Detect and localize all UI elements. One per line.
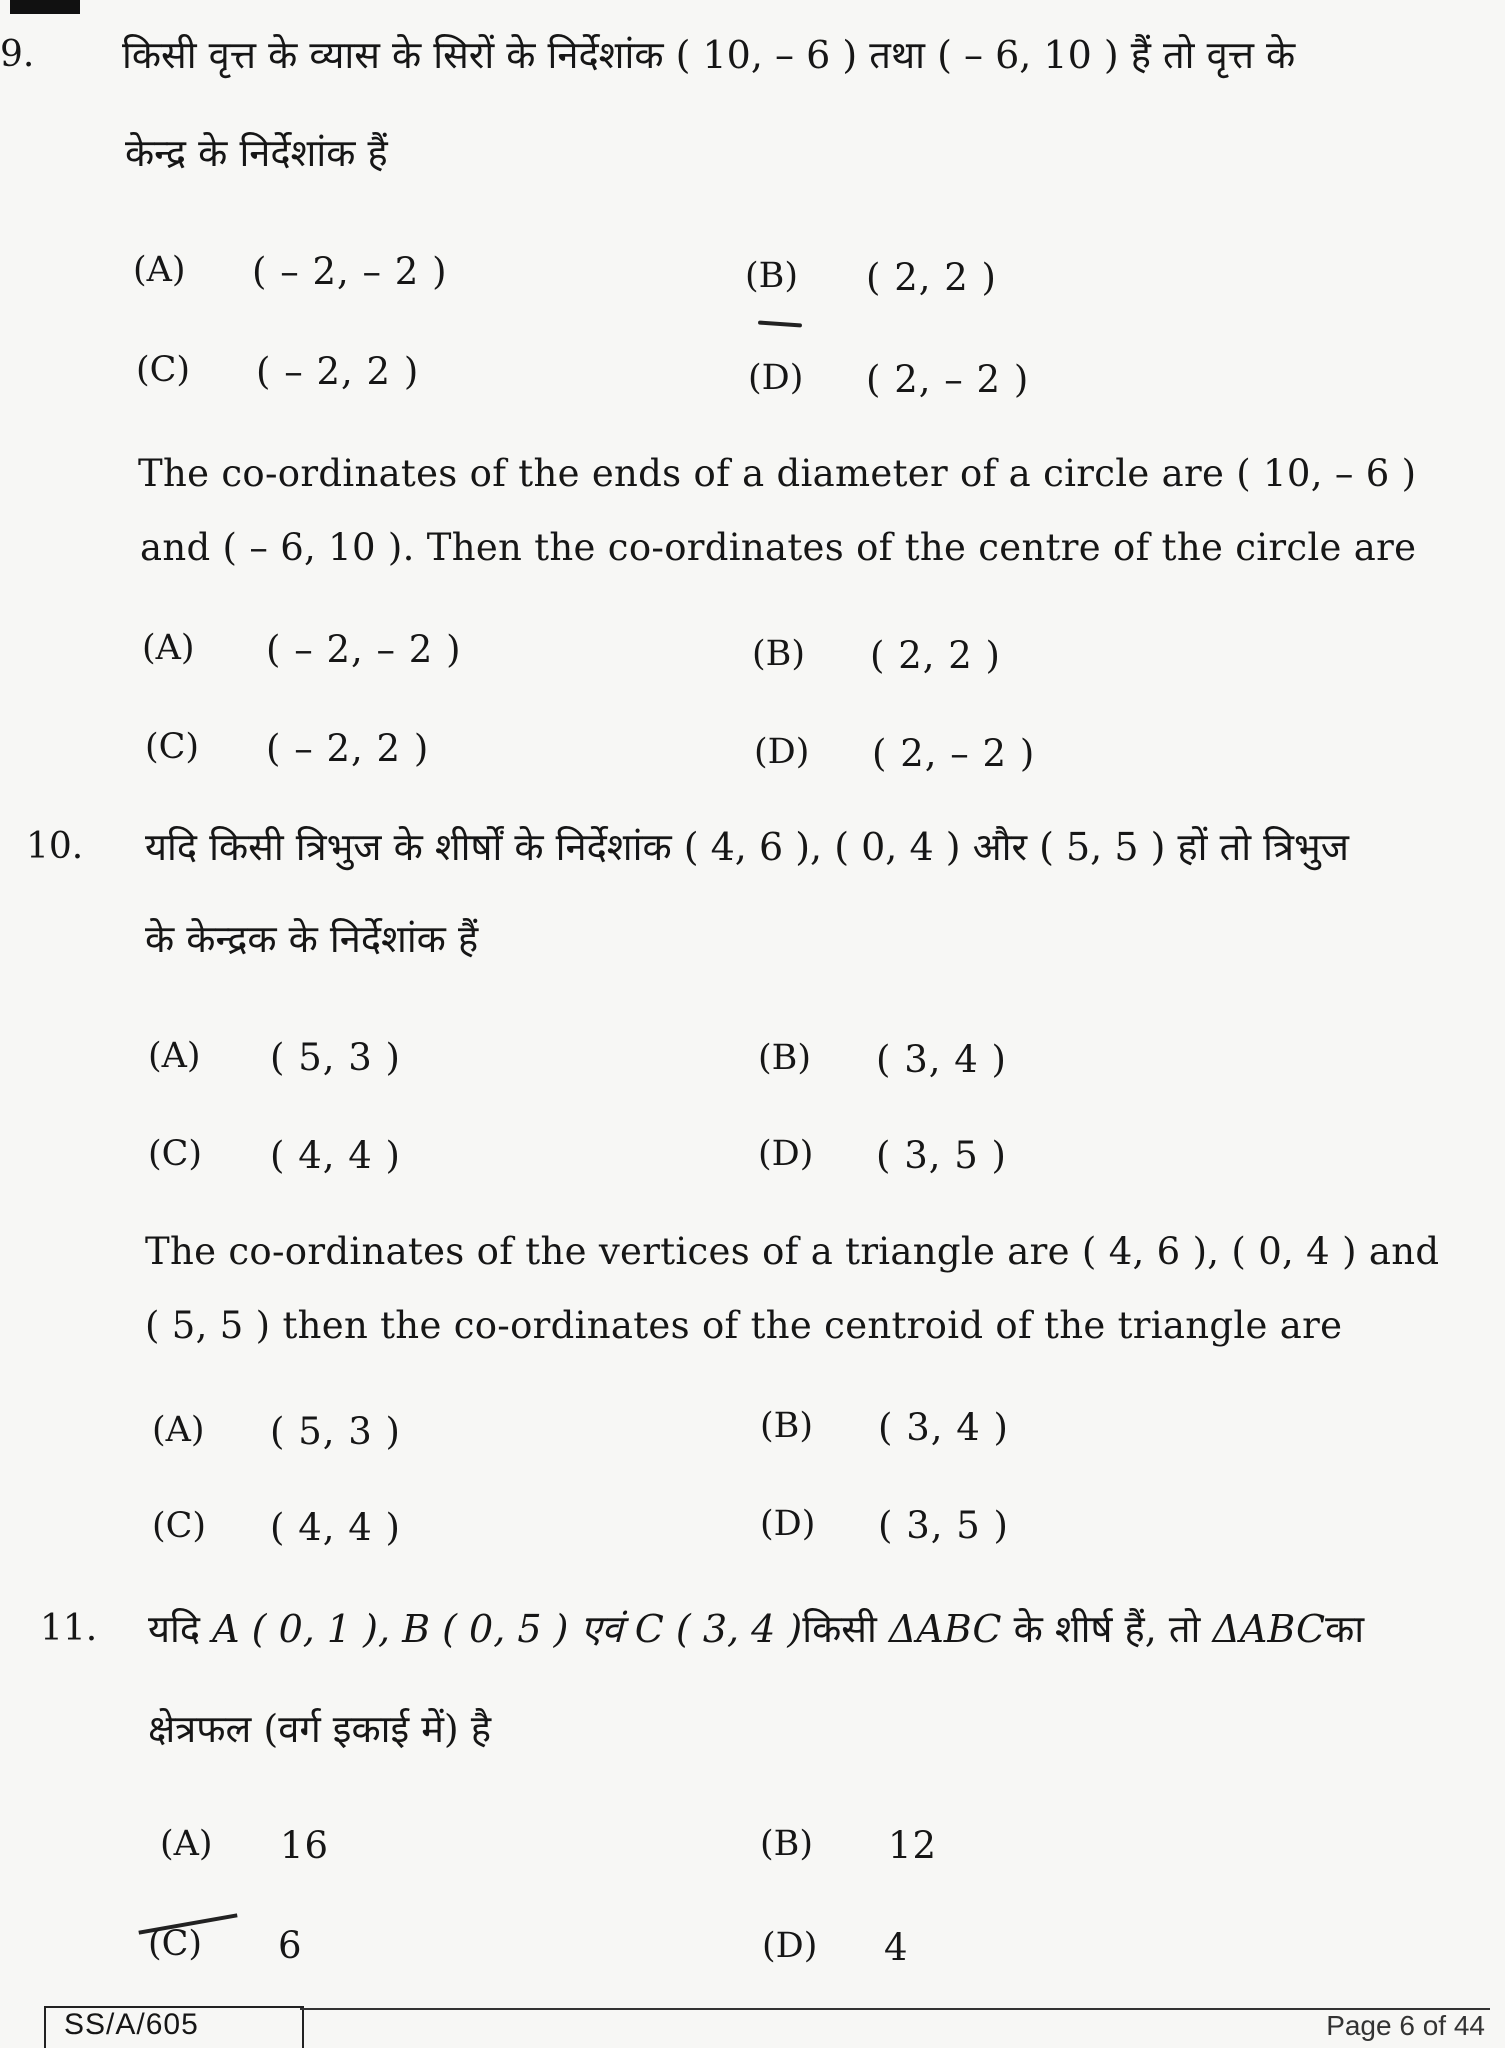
q10-hi-option-c-label: (C)	[148, 1134, 203, 1174]
question-11-triangle-b: ΔABC	[1212, 1607, 1326, 1651]
footer-paper-code: SS/A/605	[64, 2008, 199, 2041]
q9-en-option-b-label: (B)	[752, 634, 806, 674]
handwritten-tick-mark	[758, 320, 802, 327]
q9-hi-option-a-label: (A)	[133, 250, 186, 290]
q9-hi-option-c-label: (C)	[136, 350, 191, 390]
q10-hi-option-b-value: ( 3, 4 )	[876, 1038, 1007, 1081]
question-11-hindi-line2: क्षेत्रफल (वर्ग इकाई में) है	[148, 1707, 492, 1751]
q10-en-option-c-label: (C)	[152, 1506, 207, 1546]
question-10-english-line1: The co-ordinates of the vertices of a triangle are ( 4, 6 ), ( 0, 4 ) and	[145, 1230, 1440, 1273]
footer-page-number: Page 6 of 44	[1326, 2010, 1485, 2041]
q10-en-option-b-label: (B)	[760, 1406, 814, 1446]
question-10-hindi-line2: के केन्द्रक के निर्देशांक हैं	[145, 917, 479, 961]
q9-en-option-d-value: ( 2, – 2 )	[872, 732, 1036, 775]
q10-en-option-d-value: ( 3, 5 )	[878, 1504, 1009, 1547]
q10-hi-option-a-value: ( 5, 3 )	[270, 1036, 401, 1079]
q9-en-option-d-label: (D)	[754, 732, 810, 772]
question-9-english-line2: and ( – 6, 10 ). Then the co-ordinates of the centre of the circle are	[140, 526, 1417, 569]
q11-option-c-value: 6	[278, 1924, 303, 1967]
q9-hi-option-b-label: (B)	[745, 256, 799, 296]
question-11-mid: किसी	[802, 1607, 889, 1651]
q10-hi-option-d-label: (D)	[758, 1134, 814, 1174]
question-9-number: 9.	[0, 34, 35, 75]
q9-hi-option-d-label: (D)	[748, 358, 804, 398]
q9-en-option-c-value: ( – 2, 2 )	[266, 727, 430, 770]
question-9-hindi-line1: किसी वृत्त के व्यास के सिरों के निर्देशांक ( 10, – 6 ) तथा ( – 6, 10 ) हैं तो वृत्त के	[122, 33, 1296, 77]
q9-en-option-c-label: (C)	[145, 727, 200, 767]
q9-hi-option-d-value: ( 2, – 2 )	[866, 358, 1030, 401]
q11-option-d-label: (D)	[762, 1926, 818, 1966]
q9-hi-option-a-value: ( – 2, – 2 )	[252, 250, 448, 293]
question-11-hindi-line1	[148, 1602, 1364, 1654]
question-9-english-line1: The co-ordinates of the ends of a diameter of a circle are ( 10, – 6 )	[138, 452, 1417, 495]
q10-hi-option-d-value: ( 3, 5 )	[876, 1134, 1007, 1177]
question-11-mid2: के शीर्ष हैं, तो	[1001, 1607, 1213, 1651]
q10-en-option-c-value: ( 4, 4 )	[270, 1506, 401, 1549]
q11-option-d-value: 4	[884, 1926, 909, 1969]
q9-en-option-a-value: ( – 2, – 2 )	[266, 628, 462, 671]
q10-en-option-a-value: ( 5, 3 )	[270, 1410, 401, 1453]
question-11-vertices: A ( 0, 1 ), B ( 0, 5 ) एवं C ( 3, 4 )	[212, 1607, 803, 1651]
q10-hi-option-c-value: ( 4, 4 )	[270, 1134, 401, 1177]
question-11-number: 11.	[40, 1608, 98, 1649]
q11-option-a-label: (A)	[160, 1824, 213, 1864]
q10-en-option-a-label: (A)	[152, 1410, 205, 1450]
q11-option-c-label: (C)	[148, 1924, 203, 1964]
q9-hi-option-b-value: ( 2, 2 )	[866, 256, 997, 299]
q10-en-option-b-value: ( 3, 4 )	[878, 1406, 1009, 1449]
q10-hi-option-a-label: (A)	[148, 1036, 201, 1076]
q11-option-b-value: 12	[888, 1824, 938, 1867]
q9-en-option-a-label: (A)	[142, 628, 195, 668]
q10-en-option-d-label: (D)	[760, 1504, 816, 1544]
question-9-hindi-line2: केन्द्र के निर्देशांक हैं	[125, 131, 388, 175]
q9-en-option-b-value: ( 2, 2 )	[870, 634, 1001, 677]
footer-rule	[300, 2008, 1490, 2010]
q11-option-a-value: 16	[280, 1824, 330, 1867]
corner-mark	[10, 0, 80, 14]
question-10-english-line2: ( 5, 5 ) then the co-ordinates of the centroid of the triangle are	[145, 1304, 1343, 1347]
question-11-triangle-a: ΔABC	[888, 1607, 1002, 1651]
q11-option-b-label: (B)	[760, 1824, 814, 1864]
q10-hi-option-b-label: (B)	[758, 1038, 812, 1078]
question-10-number: 10.	[26, 826, 84, 867]
question-11-suffix: का	[1325, 1607, 1365, 1651]
q9-hi-option-c-value: ( – 2, 2 )	[256, 350, 420, 393]
question-11-prefix: यदि	[148, 1607, 213, 1651]
question-10-hindi-line1: यदि किसी त्रिभुज के शीर्षों के निर्देशांक ( 4, 6 ), ( 0, 4 ) और ( 5, 5 ) हों तो त्रिभुज	[145, 825, 1349, 869]
